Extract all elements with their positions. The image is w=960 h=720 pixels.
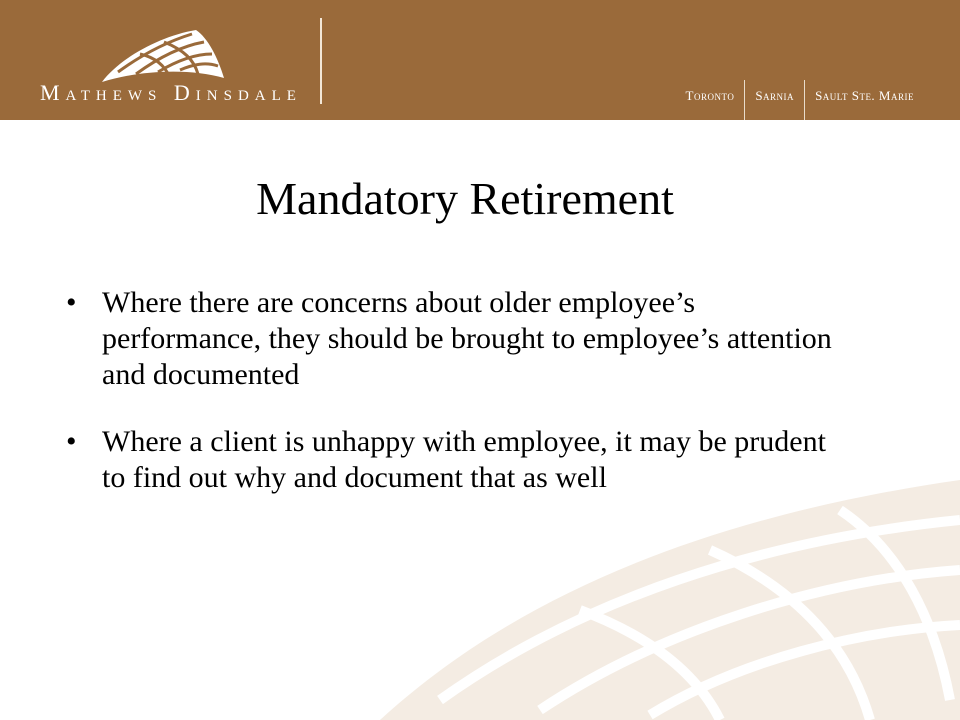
bullet-list xyxy=(66,285,856,527)
office-sault-ste-marie: Sault Ste. Marie xyxy=(815,88,914,103)
bullet-dot-icon: • xyxy=(66,425,77,458)
logo-divider xyxy=(320,18,322,104)
grid-roof-logo-icon xyxy=(100,28,230,86)
office-toronto: Toronto xyxy=(685,88,735,103)
slide-title: Mandatory Retirement xyxy=(256,173,674,224)
office-list xyxy=(676,80,924,120)
bullet-item xyxy=(66,285,856,393)
header-banner xyxy=(0,0,960,120)
bullet-dot-icon: • xyxy=(66,286,77,319)
bullet-text: Where there are concerns about older employee’s performance, they should be brought to employee’s attention and documented xyxy=(102,286,832,391)
office-sarnia: Sarnia xyxy=(755,88,795,103)
bullet-item xyxy=(66,424,856,496)
firm-name: Mathews Dinsdale xyxy=(40,80,302,105)
bullet-text: Where a client is unhappy with employee, it may be prudent to find out why and document that as well xyxy=(102,425,826,494)
